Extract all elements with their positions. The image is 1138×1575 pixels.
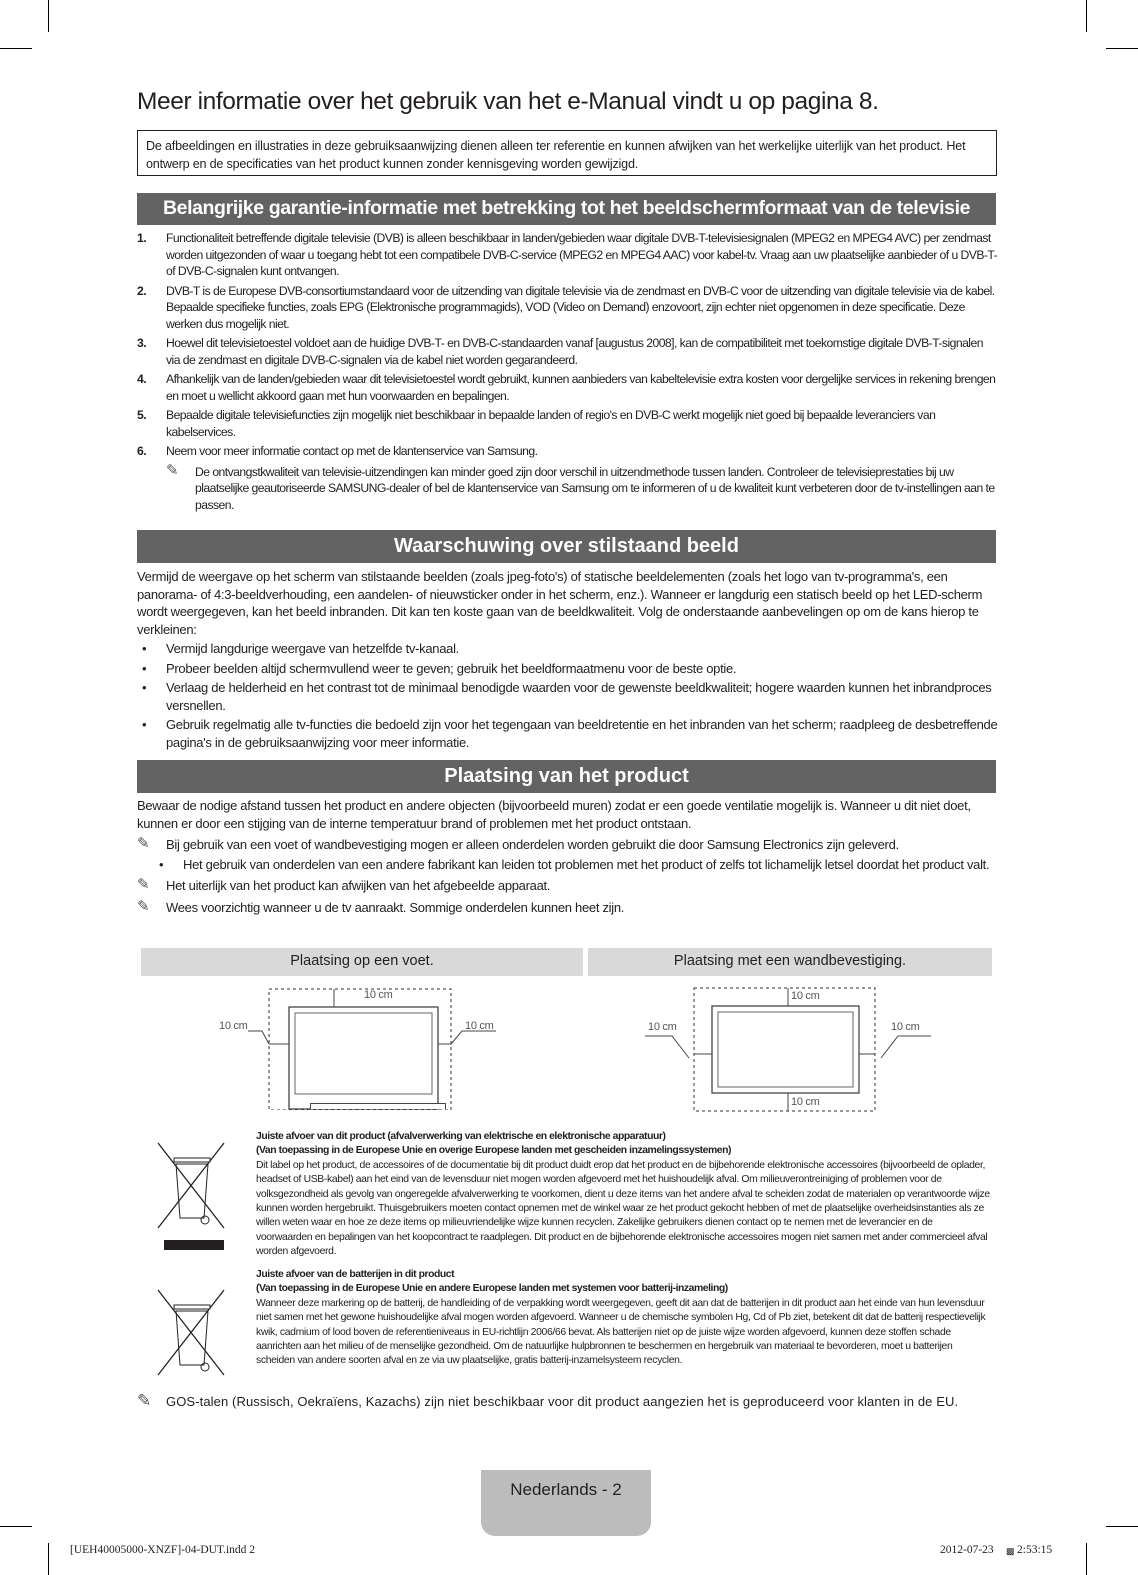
crop-mark [1086, 1543, 1087, 1575]
item-text: Gebruik regelmatig alle tv-functies die bedoeld zijn voor het tegengaan van beeldretentie en het inbranden van het scherm; raadpleeg de desbetreffende pagina's in de gebruiksaanwijzing voor meer informatie. [166, 717, 998, 750]
gos-note [137, 1391, 997, 1411]
item-text: Probeer beelden altijd schermvullend weer te geven; gebruik het beeldformaatmenu voor de beste optie. [166, 660, 737, 676]
tv-stand-base [310, 1103, 446, 1109]
note-text: Wees voorzichtig wanneer u de tv aanraakt. Sommige onderdelen kunnen heet zijn. [166, 899, 625, 915]
page-number-label: Nederlands - 2 [510, 1480, 622, 1499]
bullet-icon: • [142, 641, 147, 656]
time-slug: 2:53:15 [1017, 1544, 1053, 1556]
list-item [137, 335, 999, 368]
pencil-note-icon: ✎ [166, 461, 179, 479]
disposal-title: Juiste afvoer van de batterijen in dit product [256, 1269, 455, 1280]
item-text: Het gebruik van onderdelen van een andere fabrikant kan leiden tot problemen met het product of zelfs tot lichamelijk letsel doordat het product valt. [183, 856, 990, 872]
still-image-section [137, 568, 1003, 753]
warranty-heading: Belangrijke garantie-informatie met betrekking tot het beeldschermformaat van de televisie [137, 193, 996, 225]
warranty-section [137, 230, 999, 513]
pencil-note-icon: ✎ [137, 897, 150, 915]
item-number: 5. [137, 408, 147, 422]
note-text: De ontvangstkwaliteit van televisie-uitzendingen kan minder goed zijn door verschil in uitzendmethode tussen landen. Controleer de televisieprestaties bij uw plaatselijke geautoriseerde SAMSUNG-dealer of bel de klantenservice van Samsung om te informeren of u de kwaliteit kunt verbeteren door de tv-instellingen aan te passen. [195, 464, 995, 512]
bullet-icon: • [159, 856, 164, 872]
list-item [154, 856, 997, 874]
bullet-list [154, 856, 997, 874]
distance-label-right: 10 cm [891, 1021, 920, 1033]
battery-disposal-section [256, 1268, 991, 1369]
disposal-text: Dit label op het product, de accessoires of de documentatie bij dit product duidt erop dat het product en de bijbehorende elektronische accessoires (bijvoorbeeld de oplader, headset of USB-kabel) aan het eind van de levensduur niet mogen worden afgevoerd met het huishoudelijk afval. Om milieuverontreiniging of problemen voor de volksgezondheid als gevolg van ongeregelde afvalverwerking te voorkomen, dient u deze items van het andere afval te scheiden zodat de materialen op verantwoorde wijze kunnen worden hergebruikt. Thuisgebruikers moeten contact opnemen met de winkel waar ze het product gekocht hebben of met de plaatselijke overheidsinstanties als ze willen weten waar en hoe ze deze items op milieuvriendelijke wijze kunnen recyclen. Zakelijke gebruikers dienen contact op te nemen met de leverancier en de voorwaarden en bepalingen van het koopcontract te raadplegen. Dit product en de bijbehorende elektronische accessoires mogen niet samen met ander commercieel afval worden afgevoerd. [256, 1159, 990, 1258]
distance-label-bottom: 10 cm [791, 1096, 820, 1108]
pencil-note-icon: ✎ [137, 876, 150, 893]
item-number: 6. [137, 444, 147, 458]
note-text: Het uiterlijk van het product kan afwijken van het afgebeelde apparaat. [166, 878, 551, 893]
pencil-note-icon: ✎ [137, 1391, 152, 1410]
still-image-heading: Waarschuwing over stilstaand beeld [137, 530, 996, 563]
list-item [137, 230, 999, 280]
crop-mark [48, 1543, 49, 1575]
item-number: 2. [137, 283, 147, 298]
distance-label-left: 10 cm [219, 1020, 248, 1032]
item-text: DVB-T is de Europese DVB-consortiumstandaard voor de uitzending van digitale televisie via de zendmast en DVB-C voor de uitzending van digitale televisie via de kabel. Bepaalde specifieke functies, zoals EPG (Elektronische programmagids), VOD (Video on Demand) enzovoort, zijn echter niet opgenomen in deze specificatie. Deze werken dus mogelijk niet. [166, 283, 995, 331]
bullet-icon: • [142, 680, 147, 695]
item-number: 4. [137, 372, 147, 386]
intro-text: Vermijd de weergave op het scherm van stilstaande beelden (zoals jpeg-foto's) of statische beeldelementen (zoals het logo van tv-programma's, een panorama- of 4:3-beeldverhouding, een aandelen- of nieuwsticker onder in het scherm, enz.). Wanneer er langdurig een statisch beeld op het LED-scherm wordt weergegeven, kan het beeld inbranden. Dit kan ten koste gaan van de beeldkwaliteit. Volg de onderstaande aanbevelingen op om de kans hierop te verkleinen: [137, 569, 983, 637]
disposal-title: Juiste afvoer van dit product (afvalverwerking van elektrische en elektronische apparatuur) [256, 1131, 666, 1142]
wall-tv-diagram [645, 985, 935, 1115]
item-text: Neem voor meer informatie contact op met de klantenservice van Samsung. [166, 444, 538, 458]
crop-mark [1086, 0, 1087, 32]
crop-mark [0, 1526, 32, 1527]
crop-mark [0, 48, 32, 49]
list-item [137, 640, 1003, 658]
distance-label-top: 10 cm [791, 990, 820, 1002]
product-disposal-section [256, 1130, 991, 1260]
item-number: 1. [137, 231, 147, 245]
item-number: 3. [137, 336, 147, 350]
pencil-note-icon: ✎ [137, 835, 150, 852]
bullet-list [137, 640, 1003, 751]
list-item [137, 716, 1003, 751]
list-item [137, 407, 999, 440]
placement-heading: Plaatsing van het product [137, 760, 996, 793]
placement-note [137, 877, 997, 895]
list-item [137, 679, 1003, 714]
item-text: Verlaag de helderheid en het contrast tot de minimaal benodigde waarden voor de gewenste beeldkwaliteit; hogere waarden kunnen het inbrandproces versnellen. [166, 680, 992, 713]
item-text: Bepaalde digitale televisiefuncties zijn mogelijk niet beschikbaar in bepaalde landen of regio's en DVB-C werkt mogelijk niet goed bij bepaalde leveranciers van kabelservices. [166, 408, 936, 439]
bullet-icon: • [142, 717, 147, 732]
item-text: Hoewel dit televisietoestel voldoet aan de huidige DVB-T- en DVB-C-standaarden vanaf [augustus 2008], kan de compatibiliteit met toekomstige digitale DVB-T-signalen via de zendmast en digitale DVB-C-signalen via de kabel niet worden gegarandeerd. [166, 336, 983, 367]
crossed-bin-icon [154, 1140, 234, 1250]
unknown-glyph-icon: ▩ [1006, 1546, 1015, 1556]
page-title: Meer informatie over het gebruik van het e-Manual vindt u op pagina 8. [137, 88, 879, 115]
item-text: Vermijd langdurige weergave van hetzelfde tv-kanaal. [166, 641, 459, 656]
wall-placement-header: Plaatsing met een wandbevestiging. [588, 948, 992, 976]
item-text: Functionaliteit betreffende digitale televisie (DVB) is alleen beschikbaar in landen/gebieden waar digitale DVB-T-televisiesignalen (MPEG2 en MPEG4 AVC) per zendmast worden uitgezonden of waar u toegang hebt tot een compatibele DVB-C-service (MPEG2 en MPEG4 AAC) voor kabel-tv. Vraag aan uw plaatselijke aanbieder of u DVB-T- of DVB-C-signalen kunt ontvangen. [166, 231, 998, 278]
list-item [137, 371, 999, 404]
warranty-note [137, 461, 999, 514]
bullet-icon: • [142, 660, 147, 676]
list-item [137, 443, 999, 460]
note-text: Bij gebruik van een voet of wandbevestiging mogen er alleen onderdelen worden gebruikt die door Samsung Electronics zijn geleverd. [166, 837, 899, 852]
distance-label-top: 10 cm [364, 989, 393, 1001]
disposal-subtitle: (Van toepassing in de Europese Unie en overige Europese landen met gescheiden inzamelingssystemen) [256, 1145, 732, 1157]
disclaimer-box: De afbeeldingen en illustraties in deze gebruiksaanwijzing dienen alleen ter referentie en kunnen afwijken van het werkelijke uiterlijk van het product. Het ontwerp en de specificaties van het product kunnen zonder kennisgeving worden gewijzigd. [137, 130, 997, 176]
disposal-text: Wanneer deze markering op de batterij, de handleiding of de verpakking wordt weergegeven, geeft dit aan dat de batterijen in dit product aan het einde van hun levensduur niet samen met het gewone huishoudelijke afval mogen worden afgevoerd. Wanneer u de chemische symbolen Hg, Cd of Pb ziet, betekent dit dat de batterij respectievelijk kwik, cadmium of lood boven de referentieniveaus in EU-richtlijn 2006/66 bevat. Als batterijen niet op de juiste wijze worden afgevoerd, kunnen deze stoffen schade aanrichten aan het milieu of de menselijke gezondheid. Om de natuurlijke hulpbronnen te beschermen en hergebruik van materiaal te bevorderen, moet u batterijen scheiden van andere soorten afval en ze via uw plaatselijke, gratis batterij-inzamelsysteem recyclen. [256, 1297, 986, 1367]
note-text: GOS-talen (Russisch, Oekraïens, Kazachs) zijn niet beschikbaar voor dit product aangezien het is geproduceerd voor klanten in de EU. [166, 1394, 959, 1409]
crop-mark [1106, 48, 1138, 49]
disposal-subtitle: (Van toepassing in de Europese Unie en andere Europese landen met systemen voor batterij-inzameling) [256, 1283, 728, 1295]
warranty-list [137, 230, 999, 460]
distance-label-left: 10 cm [648, 1021, 677, 1033]
crossed-battery-bin-icon [154, 1287, 234, 1379]
crop-mark [48, 0, 49, 32]
file-slug: [UEH40005000-XNZF]-04-DUT.indd 2 [70, 1544, 256, 1556]
placement-note [137, 836, 997, 854]
stand-placement-header: Plaatsing op een voet. [141, 948, 583, 976]
distance-label-right: 10 cm [465, 1020, 494, 1032]
list-item [137, 660, 1003, 678]
crop-mark [1106, 1526, 1138, 1527]
item-text: Afhankelijk van de landen/gebieden waar dit televisietoestel wordt gebruikt, kunnen aanbieders van kabeltelevisie extra kosten voor dergelijke services in rekening brengen en moet u wellicht akkoord gaan met hun voorwaarden en bepalingen. [166, 372, 996, 403]
placement-note [137, 899, 997, 917]
date-slug: 2012-07-23 [940, 1544, 994, 1556]
list-item [137, 283, 999, 333]
placement-section [137, 797, 997, 916]
intro-text: Bewaar de nodige afstand tussen het product en andere objecten (bijvoorbeeld muren) zodat er een goede ventilatie mogelijk is. Wanneer u dit niet doet, kunnen er door een stijging van de interne temperatuur brand of problemen met het product ontstaan. [137, 798, 971, 831]
